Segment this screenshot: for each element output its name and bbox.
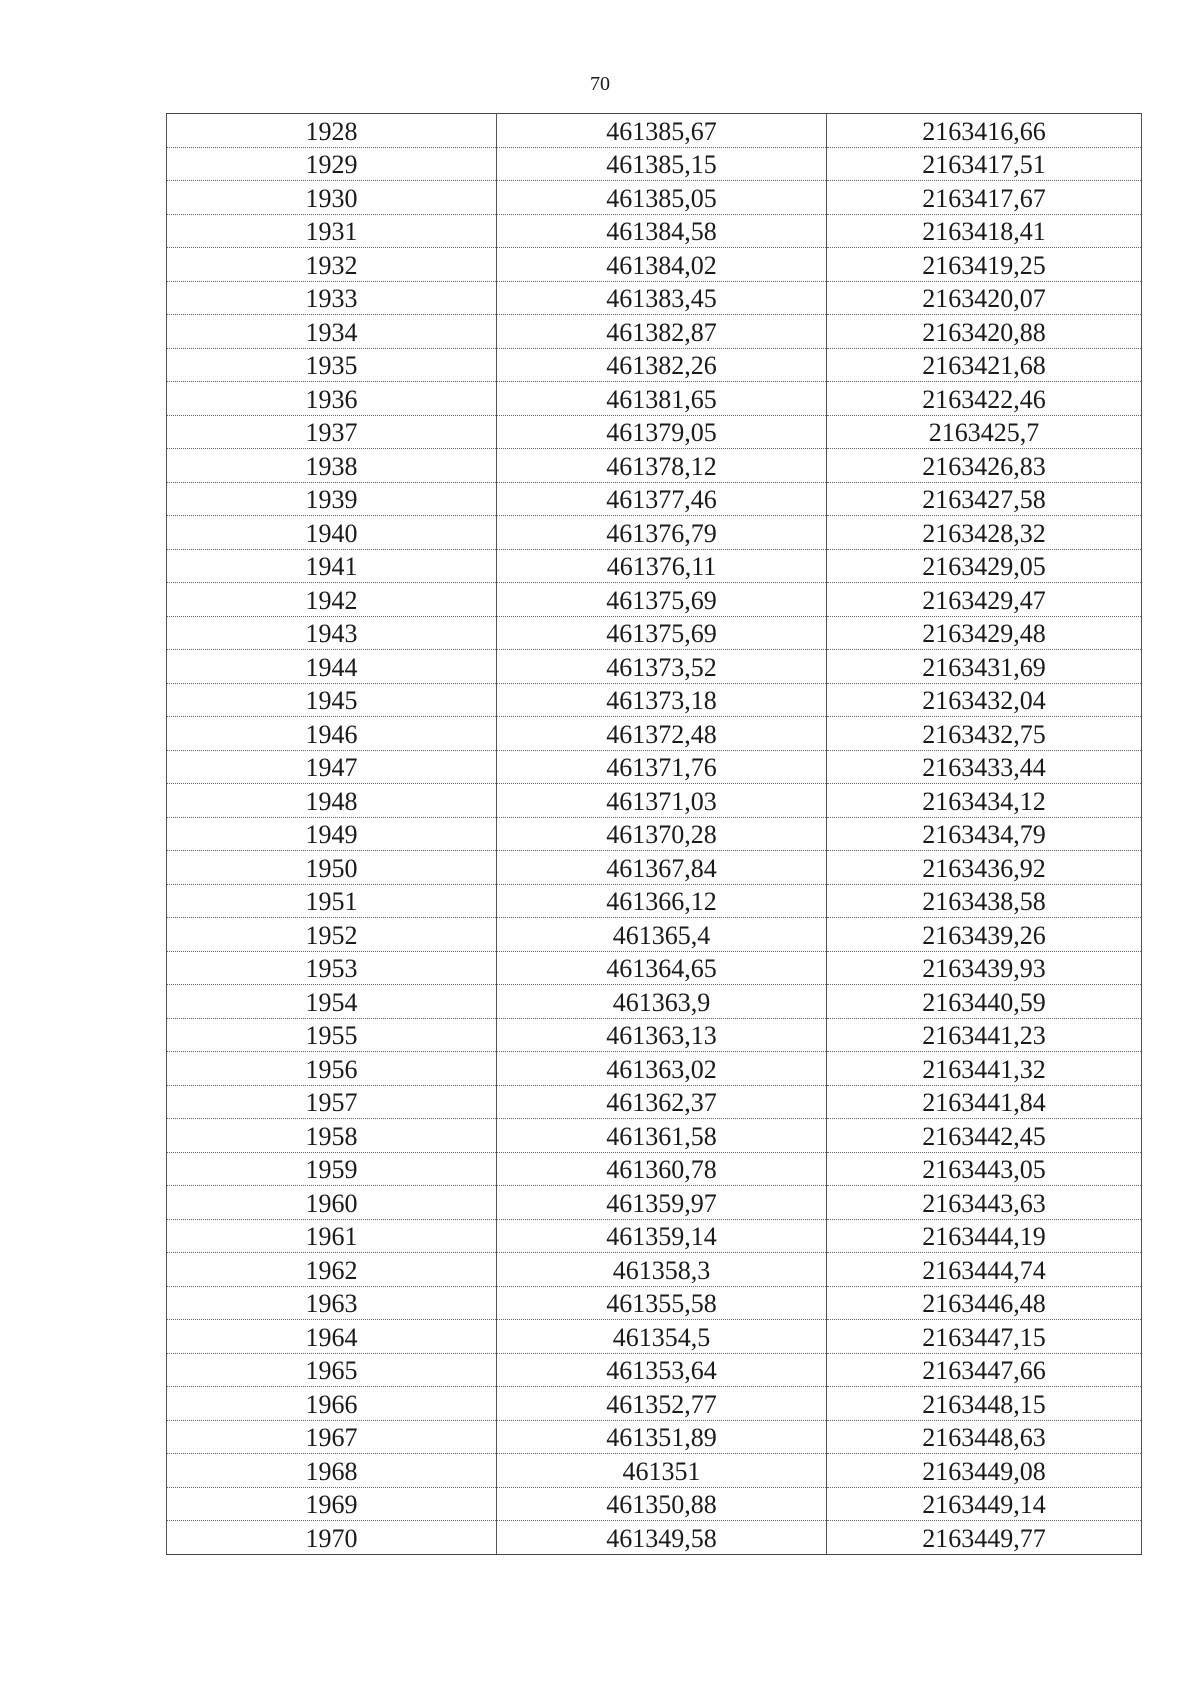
table-row <box>167 583 1142 617</box>
table-row <box>167 248 1142 282</box>
point-number-cell: 1946 <box>167 717 497 751</box>
table-row <box>167 1219 1142 1253</box>
table-row <box>167 281 1142 315</box>
point-number-cell: 1968 <box>167 1454 497 1488</box>
x-coordinate-cell: 461362,37 <box>497 1085 827 1119</box>
point-number-cell: 1965 <box>167 1353 497 1387</box>
point-number-cell: 1967 <box>167 1420 497 1454</box>
y-coordinate-cell: 2163449,14 <box>827 1487 1142 1521</box>
y-coordinate-cell: 2163429,05 <box>827 549 1142 583</box>
point-number-cell: 1939 <box>167 482 497 516</box>
table-row <box>167 683 1142 717</box>
x-coordinate-cell: 461351 <box>497 1454 827 1488</box>
point-number-cell: 1960 <box>167 1186 497 1220</box>
x-coordinate-cell: 461372,48 <box>497 717 827 751</box>
point-number-cell: 1938 <box>167 449 497 483</box>
table-row <box>167 650 1142 684</box>
table-row <box>167 315 1142 349</box>
y-coordinate-cell: 2163447,66 <box>827 1353 1142 1387</box>
y-coordinate-cell: 2163446,48 <box>827 1286 1142 1320</box>
x-coordinate-cell: 461350,88 <box>497 1487 827 1521</box>
y-coordinate-cell: 2163432,04 <box>827 683 1142 717</box>
point-number-cell: 1952 <box>167 918 497 952</box>
x-coordinate-cell: 461373,18 <box>497 683 827 717</box>
x-coordinate-cell: 461367,84 <box>497 851 827 885</box>
y-coordinate-cell: 2163419,25 <box>827 248 1142 282</box>
x-coordinate-cell: 461375,69 <box>497 616 827 650</box>
point-number-cell: 1969 <box>167 1487 497 1521</box>
x-coordinate-cell: 461382,26 <box>497 348 827 382</box>
x-coordinate-cell: 461361,58 <box>497 1119 827 1153</box>
y-coordinate-cell: 2163433,44 <box>827 750 1142 784</box>
point-number-cell: 1943 <box>167 616 497 650</box>
table-row <box>167 884 1142 918</box>
y-coordinate-cell: 2163428,32 <box>827 516 1142 550</box>
point-number-cell: 1945 <box>167 683 497 717</box>
x-coordinate-cell: 461371,03 <box>497 784 827 818</box>
point-number-cell: 1970 <box>167 1521 497 1555</box>
y-coordinate-cell: 2163429,47 <box>827 583 1142 617</box>
table-row <box>167 985 1142 1019</box>
table-row <box>167 717 1142 751</box>
y-coordinate-cell: 2163427,58 <box>827 482 1142 516</box>
point-number-cell: 1944 <box>167 650 497 684</box>
y-coordinate-cell: 2163420,88 <box>827 315 1142 349</box>
y-coordinate-cell: 2163444,74 <box>827 1253 1142 1287</box>
table-row <box>167 449 1142 483</box>
table-row <box>167 1152 1142 1186</box>
table-row <box>167 348 1142 382</box>
x-coordinate-cell: 461384,02 <box>497 248 827 282</box>
y-coordinate-cell: 2163422,46 <box>827 382 1142 416</box>
y-coordinate-cell: 2163420,07 <box>827 281 1142 315</box>
x-coordinate-cell: 461351,89 <box>497 1420 827 1454</box>
point-number-cell: 1937 <box>167 415 497 449</box>
x-coordinate-cell: 461359,97 <box>497 1186 827 1220</box>
y-coordinate-cell: 2163449,08 <box>827 1454 1142 1488</box>
table-row <box>167 951 1142 985</box>
x-coordinate-cell: 461359,14 <box>497 1219 827 1253</box>
table-row <box>167 817 1142 851</box>
point-number-cell: 1947 <box>167 750 497 784</box>
point-number-cell: 1930 <box>167 181 497 215</box>
point-number-cell: 1962 <box>167 1253 497 1287</box>
table-row <box>167 1353 1142 1387</box>
table-row <box>167 1286 1142 1320</box>
point-number-cell: 1963 <box>167 1286 497 1320</box>
point-number-cell: 1936 <box>167 382 497 416</box>
table-row <box>167 382 1142 416</box>
table-row <box>167 1018 1142 1052</box>
x-coordinate-cell: 461385,67 <box>497 114 827 148</box>
point-number-cell: 1954 <box>167 985 497 1019</box>
x-coordinate-cell: 461379,05 <box>497 415 827 449</box>
point-number-cell: 1935 <box>167 348 497 382</box>
table-row <box>167 1119 1142 1153</box>
point-number-cell: 1951 <box>167 884 497 918</box>
table-row <box>167 1320 1142 1354</box>
x-coordinate-cell: 461376,79 <box>497 516 827 550</box>
x-coordinate-cell: 461375,69 <box>497 583 827 617</box>
table-row <box>167 181 1142 215</box>
y-coordinate-cell: 2163417,67 <box>827 181 1142 215</box>
x-coordinate-cell: 461377,46 <box>497 482 827 516</box>
table-row <box>167 1085 1142 1119</box>
point-number-cell: 1931 <box>167 214 497 248</box>
point-number-cell: 1961 <box>167 1219 497 1253</box>
x-coordinate-cell: 461363,02 <box>497 1052 827 1086</box>
point-number-cell: 1964 <box>167 1320 497 1354</box>
point-number-cell: 1957 <box>167 1085 497 1119</box>
y-coordinate-cell: 2163441,32 <box>827 1052 1142 1086</box>
point-number-cell: 1929 <box>167 147 497 181</box>
x-coordinate-cell: 461373,52 <box>497 650 827 684</box>
x-coordinate-cell: 461384,58 <box>497 214 827 248</box>
y-coordinate-cell: 2163421,68 <box>827 348 1142 382</box>
y-coordinate-cell: 2163434,79 <box>827 817 1142 851</box>
y-coordinate-cell: 2163442,45 <box>827 1119 1142 1153</box>
x-coordinate-cell: 461366,12 <box>497 884 827 918</box>
y-coordinate-cell: 2163448,63 <box>827 1420 1142 1454</box>
x-coordinate-cell: 461385,15 <box>497 147 827 181</box>
x-coordinate-cell: 461364,65 <box>497 951 827 985</box>
table-row <box>167 784 1142 818</box>
table-row <box>167 1186 1142 1220</box>
y-coordinate-cell: 2163431,69 <box>827 650 1142 684</box>
y-coordinate-cell: 2163441,23 <box>827 1018 1142 1052</box>
x-coordinate-cell: 461378,12 <box>497 449 827 483</box>
point-number-cell: 1940 <box>167 516 497 550</box>
x-coordinate-cell: 461370,28 <box>497 817 827 851</box>
table-row <box>167 1487 1142 1521</box>
y-coordinate-cell: 2163416,66 <box>827 114 1142 148</box>
point-number-cell: 1950 <box>167 851 497 885</box>
y-coordinate-cell: 2163449,77 <box>827 1521 1142 1555</box>
y-coordinate-cell: 2163425,7 <box>827 415 1142 449</box>
x-coordinate-cell: 461349,58 <box>497 1521 827 1555</box>
coordinates-table <box>166 113 1142 1555</box>
y-coordinate-cell: 2163443,05 <box>827 1152 1142 1186</box>
table-row <box>167 415 1142 449</box>
y-coordinate-cell: 2163426,83 <box>827 449 1142 483</box>
x-coordinate-cell: 461376,11 <box>497 549 827 583</box>
table-row <box>167 1387 1142 1421</box>
x-coordinate-cell: 461363,13 <box>497 1018 827 1052</box>
x-coordinate-cell: 461385,05 <box>497 181 827 215</box>
y-coordinate-cell: 2163417,51 <box>827 147 1142 181</box>
x-coordinate-cell: 461360,78 <box>497 1152 827 1186</box>
y-coordinate-cell: 2163439,26 <box>827 918 1142 952</box>
y-coordinate-cell: 2163441,84 <box>827 1085 1142 1119</box>
table-row <box>167 851 1142 885</box>
point-number-cell: 1942 <box>167 583 497 617</box>
y-coordinate-cell: 2163439,93 <box>827 951 1142 985</box>
table-row <box>167 750 1142 784</box>
x-coordinate-cell: 461371,76 <box>497 750 827 784</box>
point-number-cell: 1956 <box>167 1052 497 1086</box>
y-coordinate-cell: 2163429,48 <box>827 616 1142 650</box>
table-row <box>167 214 1142 248</box>
table-row <box>167 918 1142 952</box>
table-row <box>167 1253 1142 1287</box>
y-coordinate-cell: 2163447,15 <box>827 1320 1142 1354</box>
point-number-cell: 1949 <box>167 817 497 851</box>
y-coordinate-cell: 2163436,92 <box>827 851 1142 885</box>
y-coordinate-cell: 2163444,19 <box>827 1219 1142 1253</box>
x-coordinate-cell: 461363,9 <box>497 985 827 1019</box>
point-number-cell: 1948 <box>167 784 497 818</box>
x-coordinate-cell: 461383,45 <box>497 281 827 315</box>
y-coordinate-cell: 2163434,12 <box>827 784 1142 818</box>
x-coordinate-cell: 461381,65 <box>497 382 827 416</box>
page-number: 70 <box>590 73 610 95</box>
table-row <box>167 147 1142 181</box>
x-coordinate-cell: 461352,77 <box>497 1387 827 1421</box>
y-coordinate-cell: 2163440,59 <box>827 985 1142 1019</box>
y-coordinate-cell: 2163438,58 <box>827 884 1142 918</box>
point-number-cell: 1933 <box>167 281 497 315</box>
table-row <box>167 616 1142 650</box>
y-coordinate-cell: 2163448,15 <box>827 1387 1142 1421</box>
point-number-cell: 1928 <box>167 114 497 148</box>
point-number-cell: 1953 <box>167 951 497 985</box>
table-row <box>167 1052 1142 1086</box>
point-number-cell: 1955 <box>167 1018 497 1052</box>
y-coordinate-cell: 2163418,41 <box>827 214 1142 248</box>
coordinates-table-body <box>167 114 1142 1555</box>
x-coordinate-cell: 461358,3 <box>497 1253 827 1287</box>
point-number-cell: 1959 <box>167 1152 497 1186</box>
x-coordinate-cell: 461382,87 <box>497 315 827 349</box>
table-row <box>167 1521 1142 1555</box>
table-row <box>167 114 1142 148</box>
table-row <box>167 516 1142 550</box>
table-row <box>167 1420 1142 1454</box>
point-number-cell: 1941 <box>167 549 497 583</box>
x-coordinate-cell: 461353,64 <box>497 1353 827 1387</box>
y-coordinate-cell: 2163432,75 <box>827 717 1142 751</box>
table-row <box>167 1454 1142 1488</box>
point-number-cell: 1934 <box>167 315 497 349</box>
x-coordinate-cell: 461355,58 <box>497 1286 827 1320</box>
x-coordinate-cell: 461365,4 <box>497 918 827 952</box>
y-coordinate-cell: 2163443,63 <box>827 1186 1142 1220</box>
point-number-cell: 1966 <box>167 1387 497 1421</box>
table-row <box>167 482 1142 516</box>
point-number-cell: 1958 <box>167 1119 497 1153</box>
point-number-cell: 1932 <box>167 248 497 282</box>
table-row <box>167 549 1142 583</box>
x-coordinate-cell: 461354,5 <box>497 1320 827 1354</box>
